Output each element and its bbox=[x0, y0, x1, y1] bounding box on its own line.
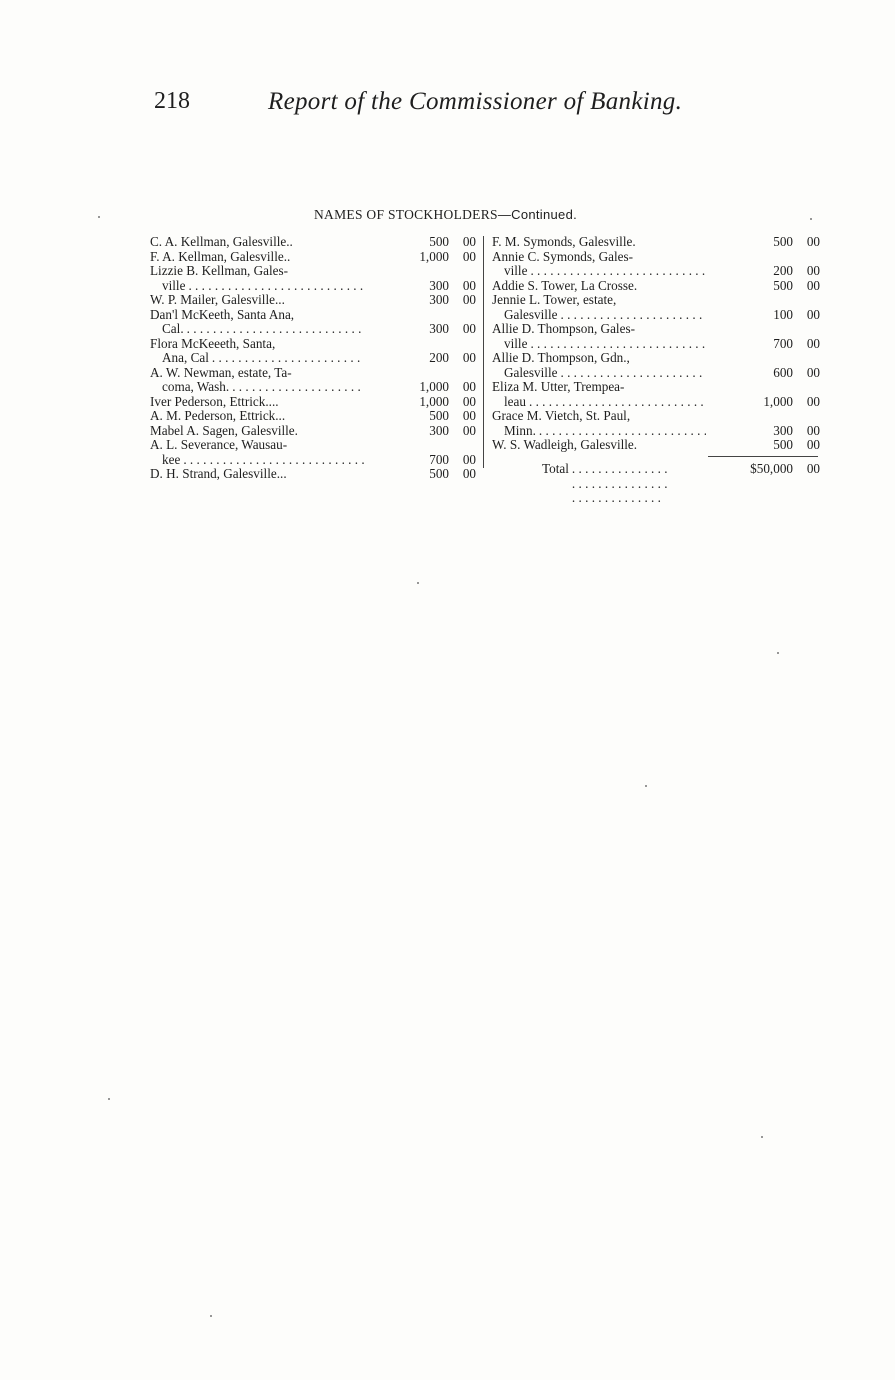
stockholder-name: kee bbox=[162, 451, 181, 467]
stockholder-name-wrap bbox=[492, 424, 706, 439]
stockholder-line bbox=[492, 279, 820, 294]
stockholder-amount bbox=[364, 351, 476, 366]
stockholder-line bbox=[150, 467, 476, 482]
total-rule bbox=[708, 456, 818, 457]
stockholder-name-wrap bbox=[492, 395, 706, 410]
stockholder-name: Flora McKeeeth, Santa, bbox=[150, 335, 276, 351]
stockholder-name-wrap bbox=[150, 366, 364, 381]
stockholder-amount bbox=[364, 337, 476, 352]
stockholder-name-wrap bbox=[150, 250, 364, 265]
stockholder-entry bbox=[492, 235, 820, 250]
stockholder-amount bbox=[364, 453, 476, 468]
stockholder-name: Mabel A. Sagen, Galesville. bbox=[150, 422, 298, 438]
stockholder-line bbox=[150, 279, 476, 294]
leader-dots bbox=[527, 264, 706, 279]
stockholder-amount bbox=[706, 308, 820, 323]
print-speck bbox=[210, 1315, 212, 1317]
stockholder-name-wrap bbox=[150, 235, 364, 250]
leader-dots bbox=[184, 322, 364, 337]
stockholder-name-wrap bbox=[492, 409, 706, 424]
stockholder-name-wrap bbox=[492, 308, 706, 323]
stockholder-entry bbox=[492, 293, 820, 322]
stockholder-line bbox=[492, 380, 820, 395]
stockholder-line bbox=[492, 322, 820, 337]
stockholder-amount bbox=[364, 380, 476, 395]
stockholder-entry bbox=[150, 264, 476, 293]
stockholder-line bbox=[150, 453, 476, 468]
total-amount bbox=[673, 462, 820, 506]
stockholder-line bbox=[150, 322, 476, 337]
stockholder-line bbox=[492, 235, 820, 250]
stockholder-entry bbox=[150, 337, 476, 366]
section-heading-continued: —Continued. bbox=[497, 207, 578, 222]
stockholder-amount bbox=[364, 264, 476, 279]
stockholder-amount bbox=[364, 293, 476, 308]
stockholder-amount bbox=[706, 250, 820, 265]
stockholder-amount bbox=[706, 395, 820, 410]
leader-dots bbox=[180, 453, 364, 468]
stockholder-name-wrap bbox=[150, 322, 364, 337]
amount-cents: 00 bbox=[462, 321, 476, 336]
print-speck bbox=[417, 582, 419, 584]
stockholder-amount bbox=[364, 409, 476, 424]
amount-cents: 00 bbox=[462, 393, 476, 409]
stockholder-line bbox=[492, 424, 820, 439]
stockholder-name: Dan'l McKeeth, Santa Ana, bbox=[150, 306, 295, 322]
amount-cents: 00 bbox=[806, 306, 820, 322]
stockholder-name: Iver Pederson, Ettrick.... bbox=[150, 393, 279, 409]
stockholder-line bbox=[492, 264, 820, 279]
amount-dollars: 500 bbox=[773, 234, 793, 249]
stockholder-amount bbox=[364, 308, 476, 323]
stockholder-amount bbox=[706, 322, 820, 337]
stockholder-line bbox=[492, 250, 820, 265]
leader-dots bbox=[229, 380, 364, 395]
stockholder-name-wrap bbox=[492, 366, 706, 381]
leader-dots bbox=[536, 424, 706, 439]
stockholder-name-wrap bbox=[150, 293, 364, 308]
print-speck bbox=[645, 785, 647, 787]
stockholder-amount bbox=[706, 337, 820, 352]
stockholder-entry bbox=[150, 250, 476, 265]
stockholder-entry bbox=[150, 366, 476, 395]
stockholder-name-wrap bbox=[492, 380, 706, 395]
amount-dollars: 500 bbox=[773, 277, 793, 293]
amount-cents: 00 bbox=[462, 466, 476, 481]
amount-dollars: 200 bbox=[773, 263, 793, 278]
stockholder-entry bbox=[150, 438, 476, 467]
amount-cents: 00 bbox=[806, 277, 820, 293]
stockholder-entry bbox=[492, 279, 820, 294]
amount-dollars: 1,000 bbox=[763, 393, 793, 409]
amount-cents: 00 bbox=[806, 234, 820, 249]
stockholder-line bbox=[492, 293, 820, 308]
stockholder-entry bbox=[492, 250, 820, 279]
amount-cents: 00 bbox=[462, 234, 476, 249]
stockholder-line bbox=[150, 264, 476, 279]
stockholder-entry bbox=[150, 308, 476, 337]
leader-dots bbox=[209, 351, 364, 366]
stockholder-name-wrap bbox=[492, 279, 706, 294]
stockholder-name-wrap bbox=[492, 337, 706, 352]
stockholder-name: A. M. Pederson, Ettrick... bbox=[150, 408, 286, 423]
stockholder-name-wrap bbox=[492, 351, 706, 366]
stockholder-name: Minn. bbox=[504, 422, 536, 438]
amount-dollars: 1,000 bbox=[419, 379, 449, 394]
amount-dollars: 600 bbox=[773, 364, 793, 380]
leader-dots bbox=[569, 462, 673, 506]
stockholder-line bbox=[492, 395, 820, 410]
section-heading-title: NAMES OF STOCKHOLDERS bbox=[314, 207, 498, 222]
stockholder-amount bbox=[364, 366, 476, 381]
amount-cents: 00 bbox=[462, 350, 476, 365]
amount-dollars: 300 bbox=[429, 292, 449, 307]
leader-dots bbox=[557, 366, 706, 381]
amount-dollars: 100 bbox=[773, 306, 793, 322]
amount-dollars: 500 bbox=[429, 466, 449, 481]
stockholder-name-wrap bbox=[150, 395, 364, 410]
stockholder-name: Allie D. Thompson, Gdn., bbox=[492, 350, 630, 365]
stockholder-entry bbox=[150, 467, 476, 482]
stockholder-line bbox=[492, 366, 820, 381]
stockholder-line bbox=[492, 351, 820, 366]
stockholder-amount bbox=[364, 467, 476, 482]
stockholder-name: A. W. Newman, estate, Ta- bbox=[150, 364, 292, 380]
stockholder-name: Addie S. Tower, La Crosse. bbox=[492, 277, 638, 293]
stockholder-line bbox=[492, 409, 820, 424]
stockholder-name: Lizzie B. Kellman, Gales- bbox=[150, 263, 289, 278]
print-speck bbox=[98, 216, 100, 218]
stockholder-line bbox=[150, 366, 476, 381]
stockholder-line bbox=[150, 409, 476, 424]
amount-cents: 00 bbox=[806, 422, 820, 438]
stockholder-amount bbox=[706, 293, 820, 308]
stockholder-name-wrap bbox=[150, 279, 364, 294]
stockholder-line bbox=[150, 438, 476, 453]
stockholder-name-wrap bbox=[150, 308, 364, 323]
stockholder-name: coma, Wash. bbox=[162, 379, 230, 394]
total-cents: 00 bbox=[806, 461, 820, 476]
amount-cents: 00 bbox=[462, 408, 476, 423]
stockholder-name: Eliza M. Utter, Trempea- bbox=[492, 379, 625, 394]
stockholder-line bbox=[150, 235, 476, 250]
stockholder-amount bbox=[706, 380, 820, 395]
amount-cents: 00 bbox=[462, 379, 476, 394]
stockholder-name-wrap bbox=[150, 424, 364, 439]
stockholder-name: D. H. Strand, Galesville... bbox=[150, 466, 287, 481]
running-head: Report of the Commissioner of Banking. bbox=[268, 88, 683, 115]
amount-dollars: 500 bbox=[429, 408, 449, 423]
leader-dots bbox=[526, 395, 706, 410]
stockholder-line bbox=[150, 337, 476, 352]
stockholder-entry bbox=[492, 322, 820, 351]
amount-dollars: 300 bbox=[429, 277, 449, 293]
stockholder-name: Allie D. Thompson, Gales- bbox=[492, 321, 635, 336]
total-dollars: $50,000 bbox=[750, 461, 793, 476]
stockholder-name: Annie C. Symonds, Gales- bbox=[492, 248, 634, 264]
amount-dollars: 700 bbox=[429, 451, 449, 467]
stockholder-name: Grace M. Vietch, St. Paul, bbox=[492, 408, 631, 423]
stockholder-amount bbox=[706, 235, 820, 250]
stockholder-name-wrap bbox=[492, 438, 706, 453]
stockholders-left-column bbox=[150, 235, 476, 482]
stockholder-line bbox=[150, 395, 476, 410]
amount-cents: 00 bbox=[462, 292, 476, 307]
stockholder-name: C. A. Kellman, Galesville.. bbox=[150, 234, 293, 249]
stockholder-entry bbox=[150, 409, 476, 424]
stockholder-amount bbox=[706, 366, 820, 381]
print-speck bbox=[761, 1136, 763, 1138]
stockholder-name-wrap bbox=[492, 235, 706, 250]
stockholder-name: F. M. Symonds, Galesville. bbox=[492, 234, 636, 249]
amount-cents: 00 bbox=[806, 393, 820, 409]
amount-dollars: 700 bbox=[773, 335, 793, 351]
stockholder-line bbox=[150, 293, 476, 308]
stockholder-name-wrap bbox=[492, 264, 706, 279]
amount-dollars: 1,000 bbox=[419, 248, 449, 264]
stockholder-name: W. S. Wadleigh, Galesville. bbox=[492, 437, 638, 452]
stockholder-line bbox=[492, 337, 820, 352]
leader-dots bbox=[557, 308, 706, 323]
stockholder-amount bbox=[364, 250, 476, 265]
stockholder-name: Galesville bbox=[504, 364, 558, 380]
stockholder-entry bbox=[492, 409, 820, 438]
stockholder-name-wrap bbox=[492, 322, 706, 337]
stockholder-name: Ana, Cal bbox=[162, 350, 209, 365]
section-heading bbox=[314, 207, 577, 223]
total-row bbox=[492, 462, 820, 506]
stockholder-amount bbox=[364, 322, 476, 337]
stockholder-name: F. A. Kellman, Galesville.. bbox=[150, 248, 291, 264]
amount-cents: 00 bbox=[806, 437, 820, 452]
page-number: 218 bbox=[154, 88, 190, 114]
amount-cents: 00 bbox=[462, 422, 476, 438]
stockholders-right-column bbox=[492, 235, 820, 453]
stockholder-entry bbox=[150, 293, 476, 308]
stockholder-line bbox=[150, 424, 476, 439]
total-label-wrap bbox=[492, 462, 673, 506]
stockholder-name-wrap bbox=[150, 453, 364, 468]
stockholder-entry bbox=[150, 395, 476, 410]
stockholder-amount bbox=[706, 424, 820, 439]
stockholder-name: ville bbox=[504, 335, 528, 351]
stockholder-amount bbox=[364, 279, 476, 294]
stockholder-name-wrap bbox=[492, 293, 706, 308]
stockholder-entry bbox=[492, 438, 820, 453]
leader-dots bbox=[527, 337, 706, 352]
amount-dollars: 300 bbox=[429, 321, 449, 336]
stockholder-amount bbox=[706, 264, 820, 279]
amount-dollars: 300 bbox=[429, 422, 449, 438]
stockholder-line bbox=[492, 308, 820, 323]
column-divider bbox=[483, 236, 484, 468]
amount-dollars: 300 bbox=[773, 422, 793, 438]
amount-cents: 00 bbox=[806, 364, 820, 380]
stockholder-name: Jennie L. Tower, estate, bbox=[492, 292, 617, 307]
amount-dollars: 500 bbox=[773, 437, 793, 452]
amount-cents: 00 bbox=[462, 451, 476, 467]
stockholder-line bbox=[150, 308, 476, 323]
amount-dollars: 1,000 bbox=[419, 393, 449, 409]
print-speck bbox=[777, 652, 779, 654]
stockholder-name-wrap bbox=[492, 250, 706, 265]
stockholder-amount bbox=[706, 279, 820, 294]
stockholder-amount bbox=[364, 235, 476, 250]
stockholder-entry bbox=[492, 351, 820, 380]
stockholder-name: ville bbox=[162, 277, 186, 293]
stockholder-entry bbox=[492, 380, 820, 409]
amount-cents: 00 bbox=[462, 277, 476, 293]
total-label: Total bbox=[542, 461, 569, 476]
stockholder-entry bbox=[150, 235, 476, 250]
stockholder-name: W. P. Mailer, Galesville... bbox=[150, 292, 285, 307]
stockholder-amount bbox=[706, 351, 820, 366]
amount-dollars: 500 bbox=[429, 234, 449, 249]
stockholder-name: A. L. Severance, Wausau- bbox=[150, 437, 288, 452]
stockholder-amount bbox=[364, 438, 476, 453]
stockholder-name-wrap bbox=[150, 264, 364, 279]
amount-cents: 00 bbox=[806, 263, 820, 278]
stockholder-name-wrap bbox=[150, 380, 364, 395]
stockholder-name-wrap bbox=[150, 438, 364, 453]
stockholder-amount bbox=[364, 395, 476, 410]
leader-dots bbox=[185, 279, 364, 294]
stockholder-amount bbox=[706, 409, 820, 424]
stockholder-line bbox=[492, 438, 820, 453]
stockholder-entry bbox=[150, 424, 476, 439]
stockholder-line bbox=[150, 351, 476, 366]
stockholder-amount bbox=[364, 424, 476, 439]
stockholder-name-wrap bbox=[150, 337, 364, 352]
amount-dollars: 200 bbox=[429, 350, 449, 365]
stockholder-name-wrap bbox=[150, 409, 364, 424]
stockholder-name-wrap bbox=[150, 351, 364, 366]
stockholder-name: ville bbox=[504, 263, 528, 278]
stockholder-name: Galesville bbox=[504, 306, 558, 322]
stockholder-amount bbox=[706, 438, 820, 453]
stockholder-line bbox=[150, 380, 476, 395]
print-speck bbox=[810, 218, 812, 220]
stockholder-line bbox=[150, 250, 476, 265]
amount-cents: 00 bbox=[462, 248, 476, 264]
stockholder-name: leau bbox=[504, 393, 526, 409]
amount-cents: 00 bbox=[806, 335, 820, 351]
stockholder-name-wrap bbox=[150, 467, 364, 482]
stockholder-name: Cal. bbox=[162, 321, 184, 336]
print-speck bbox=[108, 1098, 110, 1100]
